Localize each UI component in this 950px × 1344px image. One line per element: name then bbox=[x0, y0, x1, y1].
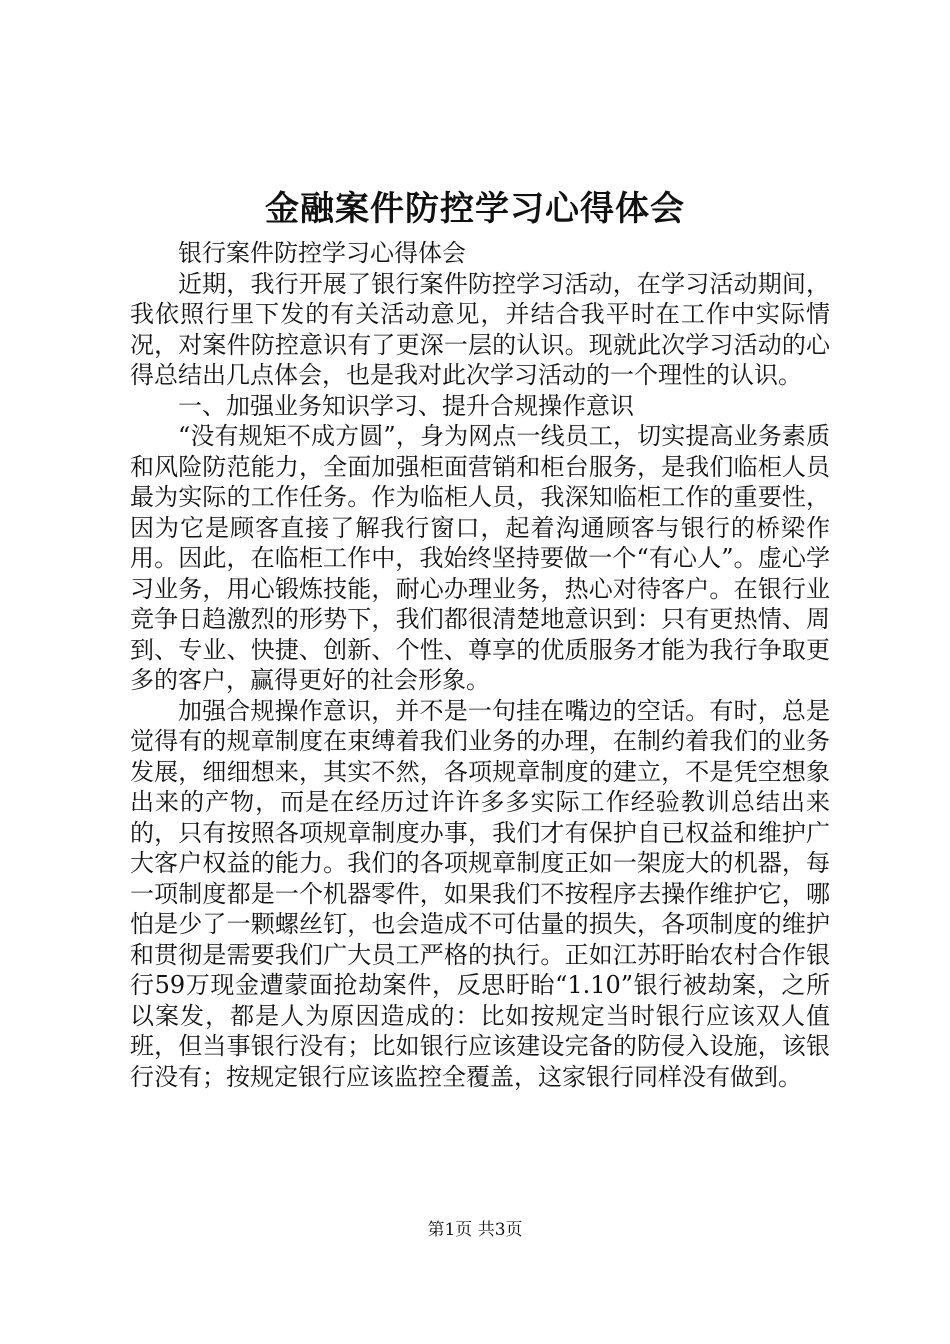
paragraph-intro: 近期，我行开展了银行案件防控学习活动，在学习活动期间，我依照行里下发的有关活动意见，并结合我平时在工作中实际情况，对案件防控意识有了更深一层的认识。现就此次学习活动的心得总结出几点体会，也是我对此次学习活动的一个理性的认识。 bbox=[130, 269, 830, 389]
page-footer: 第1页 共3页 bbox=[427, 1220, 523, 1240]
paragraph-compliance: 加强合规操作意识，并不是一句挂在嘴边的空话。有时，总是觉得有的规章制度在束缚着我们业务的办理，在制约着我们的业务发展，细细想来，其实不然，各项规章制度的建立，不是凭空想象出来的产物，而是在经历过许许多多实际工作经验教训总结出来的，只有按照各项规章制度办事，我们才有保护自已权益和维护广大客户权益的能力。我们的各项规章制度正如一架庞大的机器，每一项制度都是一个机器零件，如果我们不按程序去操作维护它，哪怕是少了一颗螺丝钉，也会造成不可估量的损失，各项制度的维护和贯彻是需要我们广大员工严格的执行。正如江苏盱眙农村合作银行59万现金遭蒙面抢劫案件，反思盱眙“1.10”银行被劫案，之所以案发，都是人为原因造成的：比如按规定当时银行应该双人值班，但当事银行没有；比如银行应该建设完备的防侵入设施，该银行没有；按规定银行应该监控全覆盖，这家银行同样没有做到。 bbox=[130, 696, 830, 1091]
document-title: 金融案件防控学习心得体会 bbox=[265, 189, 685, 229]
paragraph-service: “没有规矩不成方圆”，身为网点一线员工，切实提高业务素质和风险防范能力，全面加强柜面营销和柜台服务，是我们临柜人员最为实际的工作任务。作为临柜人员，我深知临柜工作的重要性，因为它是顾客直接了解我行窗口，起着沟通顾客与银行的桥梁作用。因此，在临柜工作中，我始终坚持要做一个“有心人”。虚心学习业务，用心锻炼技能，耐心办理业务，热心对待客户。在银行业竞争日趋激烈的形势下，我们都很清楚地意识到：只有更热情、周到、专业、快捷、创新、个性、尊享的优质服务才能为我行争取更多的客户，赢得更好的社会形象。 bbox=[130, 422, 830, 694]
paragraph-subtitle: 银行案件防控学习心得体会 bbox=[178, 239, 466, 267]
section-heading: 一、加强业务知识学习、提升合规操作意识 bbox=[178, 391, 634, 420]
document-body bbox=[130, 238, 830, 1092]
